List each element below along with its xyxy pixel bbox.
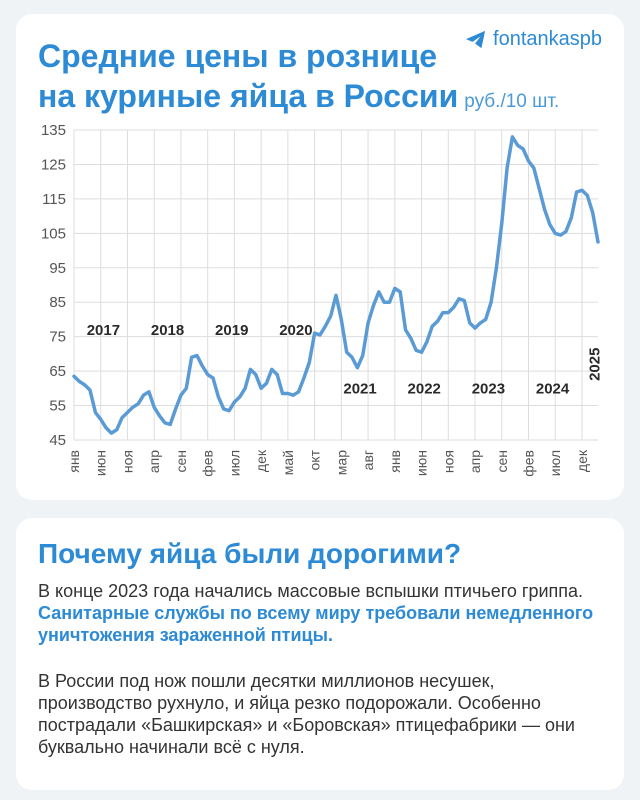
y-tick-label: 95 <box>49 259 66 277</box>
y-tick-label: 45 <box>49 432 66 449</box>
x-tick-label: сен <box>172 450 189 473</box>
x-tick-label: июл <box>547 450 564 477</box>
y-tick-label: 75 <box>49 328 66 346</box>
year-label: 2024 <box>535 380 570 398</box>
year-label: 2022 <box>407 380 441 398</box>
year-label: 2025 <box>586 347 604 381</box>
x-tick-label: апр <box>146 450 163 474</box>
p1-highlight: Санитарные службы по всему миру требовали немедленного уничтожения зараженной птицы. <box>38 603 594 645</box>
y-tick-label: 55 <box>49 397 66 415</box>
info-card <box>16 518 624 790</box>
x-tick-label: янв <box>386 450 403 473</box>
x-tick-label: июл <box>226 450 243 477</box>
year-label: 2021 <box>343 380 377 398</box>
info-heading: Почему яйца были дорогими? <box>38 538 462 569</box>
x-tick-label: дек <box>573 450 590 473</box>
y-tick-label: 115 <box>42 190 66 208</box>
y-tick-label: 135 <box>40 122 66 139</box>
price-line-chart <box>16 14 624 500</box>
year-label: 2018 <box>150 321 185 339</box>
price-line <box>74 137 598 433</box>
x-tick-label: авг <box>360 450 377 471</box>
x-tick-label: фев <box>199 450 216 477</box>
x-tick-label: мар <box>333 450 350 476</box>
x-tick-label: дек <box>253 450 270 473</box>
x-tick-label: июн <box>413 450 430 477</box>
brand-name: fontankaspb <box>493 28 602 50</box>
p1-text: В конце 2023 года начались массовые вспышки птичьего гриппа. <box>38 581 584 601</box>
unit-label: руб./10 шт. <box>464 91 560 112</box>
info-paragraph-2: В России под нож пошли десятки миллионов несушек, производство рухнуло, и яйца резко подорожали. Особенно пострадали «Башкирская» и «Боровская» птицефабрики — они буквально начинали всё с нуля. <box>38 671 575 757</box>
x-tick-label: апр <box>467 450 484 474</box>
x-tick-label: янв <box>66 450 82 473</box>
year-label: 2017 <box>86 321 121 339</box>
title-line-2: на куриные яйца в России <box>38 78 459 114</box>
y-tick-label: 85 <box>49 294 66 312</box>
info-paragraph-1 <box>38 580 602 646</box>
y-tick-label: 65 <box>49 363 66 381</box>
x-tick-label: июн <box>92 450 109 477</box>
x-tick-label: ноя <box>440 450 457 474</box>
x-tick-label: сен <box>493 450 510 473</box>
year-label: 2019 <box>215 321 249 339</box>
y-tick-label: 105 <box>40 225 66 243</box>
year-label: 2023 <box>471 380 506 398</box>
x-tick-label: фев <box>520 450 537 477</box>
x-tick-label: ноя <box>119 450 136 474</box>
x-tick-label: окт <box>306 450 323 471</box>
title-line-1: Средние цены в рознице <box>38 38 438 74</box>
y-tick-label: 125 <box>40 156 66 174</box>
x-tick-label: май <box>279 450 296 476</box>
year-label: 2020 <box>279 321 313 339</box>
chart-card <box>16 14 624 500</box>
